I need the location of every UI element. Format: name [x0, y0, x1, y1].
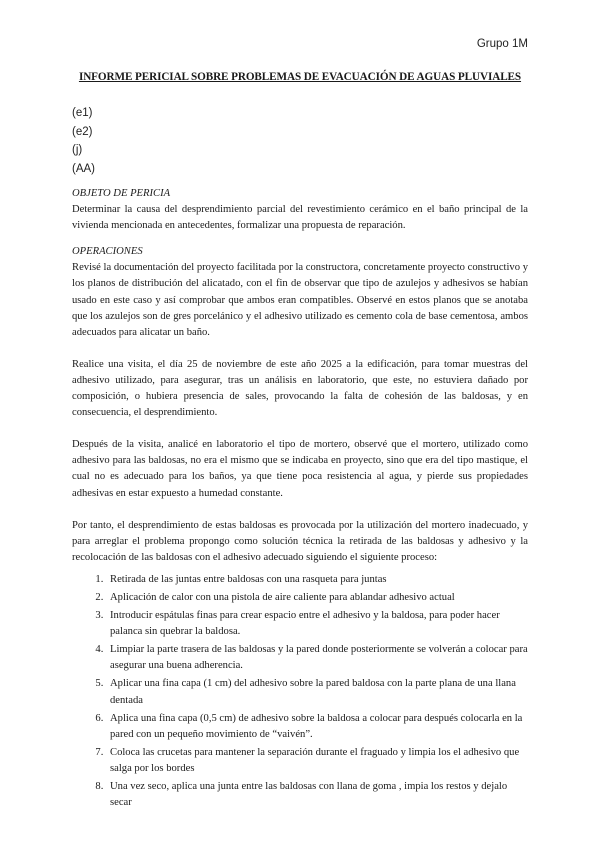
operaciones-paragraph-4: Por tanto, el desprendimiento de estas baldosas es provocada por la utilización del mortero inadecuado, y para arreglar el problema propongo como solución técnica la retirada de las baldosas y adhesivo y la recolocación de las baldosas con el adhesivo adecuado siguiendo el siguiente proceso: — [72, 519, 528, 563]
group-label: Grupo 1M — [476, 38, 528, 50]
objeto-heading: OBJETO DE PERICIA — [72, 188, 171, 199]
author-placeholders — [72, 104, 95, 178]
report-title: INFORME PERICIAL SOBRE PROBLEMAS DE EVACUACIÓN DE AGUAS PLUVIALES — [78, 71, 522, 83]
placeholder-j: (j) — [72, 144, 83, 157]
operaciones-paragraph-2: Realice una visita, el día 25 de noviembre de este año 2025 a la edificación, para tomar muestras del adhesivo utilizado, para asegurar, tras un análisis en laboratorio, que este, no estuviera dañado por composición, o hubiera presencia de sales, provocando la falta de cohesión de las baldosas, y en consecuencia, el desprendimiento. — [72, 358, 528, 419]
objeto-paragraph: Determinar la causa del desprendimiento parcial del revestimiento cerámico en el baño principal de la vivienda mencionada en antecedentes, formalizar una propuesta de reparación. — [72, 204, 528, 232]
placeholder-aa: (AA) — [72, 162, 95, 175]
procedure-step: 3. Introducir espátulas finas para crear espacio entre el adhesivo y la baldosa, para poder hacer palanca sin quebrar la baldosa. — [106, 608, 528, 640]
operaciones-heading: OPERACIONES — [72, 246, 143, 258]
placeholder-e1: (e1) — [72, 107, 93, 119]
procedure-step: 7. Coloca las crucetas para mantener la separación durante el fraguado y limpia los el adhesivo que salga por los bordes — [106, 745, 528, 777]
procedure-step: 2. Aplicación de calor con una pistola de aire caliente para ablandar adhesivo actual — [106, 590, 528, 606]
operaciones-paragraph-1: Revisé la documentación del proyecto facilitada por la constructora, concretamente proyecto constructivo y los planos de distribución del alicatado, con el fin de observar que tipo de azulejos y adhesivos se habían usado en este caso y así comprobar que ambos eran compatibles. Observé en estos planos que se anotaba que los azulejos son de gres porcelánico y el adhesivo utilizado es cemento cola de base cementosa, ambos adecuados para alicatar un baño. — [72, 262, 528, 338]
procedure-steps-list — [72, 572, 528, 811]
operaciones-paragraph-3: Después de la visita, analicé en laboratorio el tipo de mortero, observé que el mortero, utilizado como adhesivo para las baldosas, no era el mismo que se indicaba en proyecto, sino que era del tipo mastique, el cual no es adecuado para los baños, ya que tiene poca resistencia al agua, y pierde sus propiedades adhesivas en estar expuesto a humedad constante. — [72, 439, 528, 499]
procedure-step: 8. Una vez seco, aplica una junta entre las baldosas con llana de goma , impia los restos y dejalo secar — [106, 779, 528, 811]
procedure-step: 5. Aplicar una fina capa (1 cm) del adhesivo sobre la pared baldosa con la parte plana de una llana dentada — [106, 676, 528, 708]
report-body — [72, 186, 528, 813]
procedure-step: 4. Limpiar la parte trasera de las baldosas y la pared donde posteriormente se volverán a colocar para asegurar una buena adherencia. — [106, 642, 528, 674]
procedure-step: 6. Aplica una fina capa (0,5 cm) de adhesivo sobre la baldosa a colocar para después colocarla en la pared con un pequeño movimiento de “vaivén”. — [106, 711, 528, 743]
placeholder-e2: (e2) — [72, 125, 93, 138]
procedure-step: 1. Retirada de las juntas entre baldosas con una rasqueta para juntas — [106, 572, 528, 588]
